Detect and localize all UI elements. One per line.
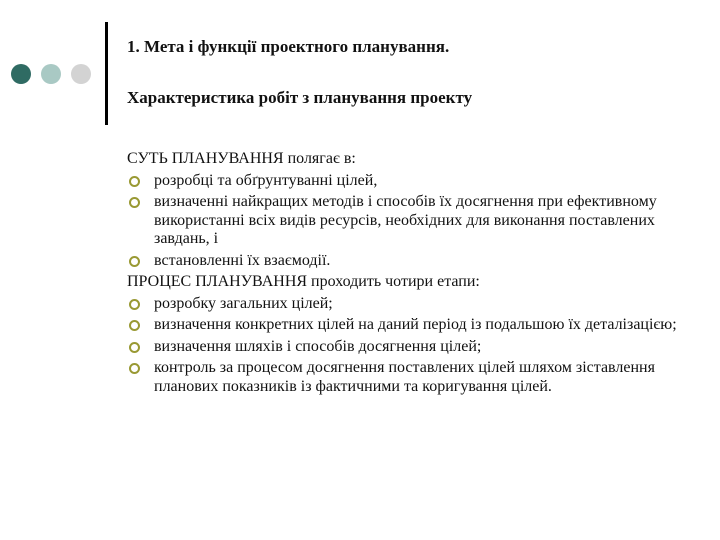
- list-item-text: контроль за процесом досягнення поставлених цілей шляхом зіставлення планових показників із фактичними та коригування цілей.: [154, 359, 655, 395]
- section-heading-essence: СУТЬ ПЛАНУВАННЯ полягає в:: [127, 150, 356, 167]
- bullet-circle-icon: [129, 176, 140, 187]
- circle-icon-gray: [71, 64, 91, 84]
- slide-title: [127, 36, 707, 109]
- list-item: [127, 172, 687, 191]
- bullet-circle-icon: [129, 299, 140, 310]
- section-heading-process: ПРОЦЕС ПЛАНУВАННЯ проходить чотири етапи:: [127, 273, 480, 290]
- title-line-1: 1. Мета і функції проектного планування.: [127, 37, 450, 56]
- bullet-circle-icon: [129, 363, 140, 374]
- list-item-text: визначення шляхів і способів досягнення цілей;: [154, 337, 482, 355]
- bullet-circle-icon: [129, 197, 140, 208]
- list-item-text: визначення конкретних цілей на даний період із подальшою їх деталізацією;: [154, 316, 677, 333]
- decorative-dots: [0, 0, 110, 130]
- list-item: [127, 295, 687, 314]
- slide-body: [127, 150, 687, 399]
- vertical-rule: [105, 22, 108, 125]
- list-item: [127, 359, 687, 396]
- circle-icon-light: [41, 64, 61, 84]
- list-item-text: визначенні найкращих методів і способів їх досягнення при ефективному використанні всіх видів ресурсів, необхідних для виконання поставлених завдань, і: [154, 193, 657, 247]
- list-item-text: встановленні їх взаємодії.: [154, 251, 331, 269]
- list-item: [127, 252, 687, 271]
- title-line-2: Характеристика робіт з планування проекту: [127, 88, 473, 107]
- list-item: [127, 316, 687, 335]
- list-item: [127, 338, 687, 357]
- bullet-circle-icon: [129, 256, 140, 267]
- circle-icon-dark: [11, 64, 31, 84]
- bullet-circle-icon: [129, 320, 140, 331]
- bullet-circle-icon: [129, 342, 140, 353]
- list-item-text: розробці та обґрунтуванні цілей,: [154, 171, 378, 189]
- list-item-text: розробку загальних цілей;: [154, 294, 333, 312]
- list-item: [127, 193, 687, 249]
